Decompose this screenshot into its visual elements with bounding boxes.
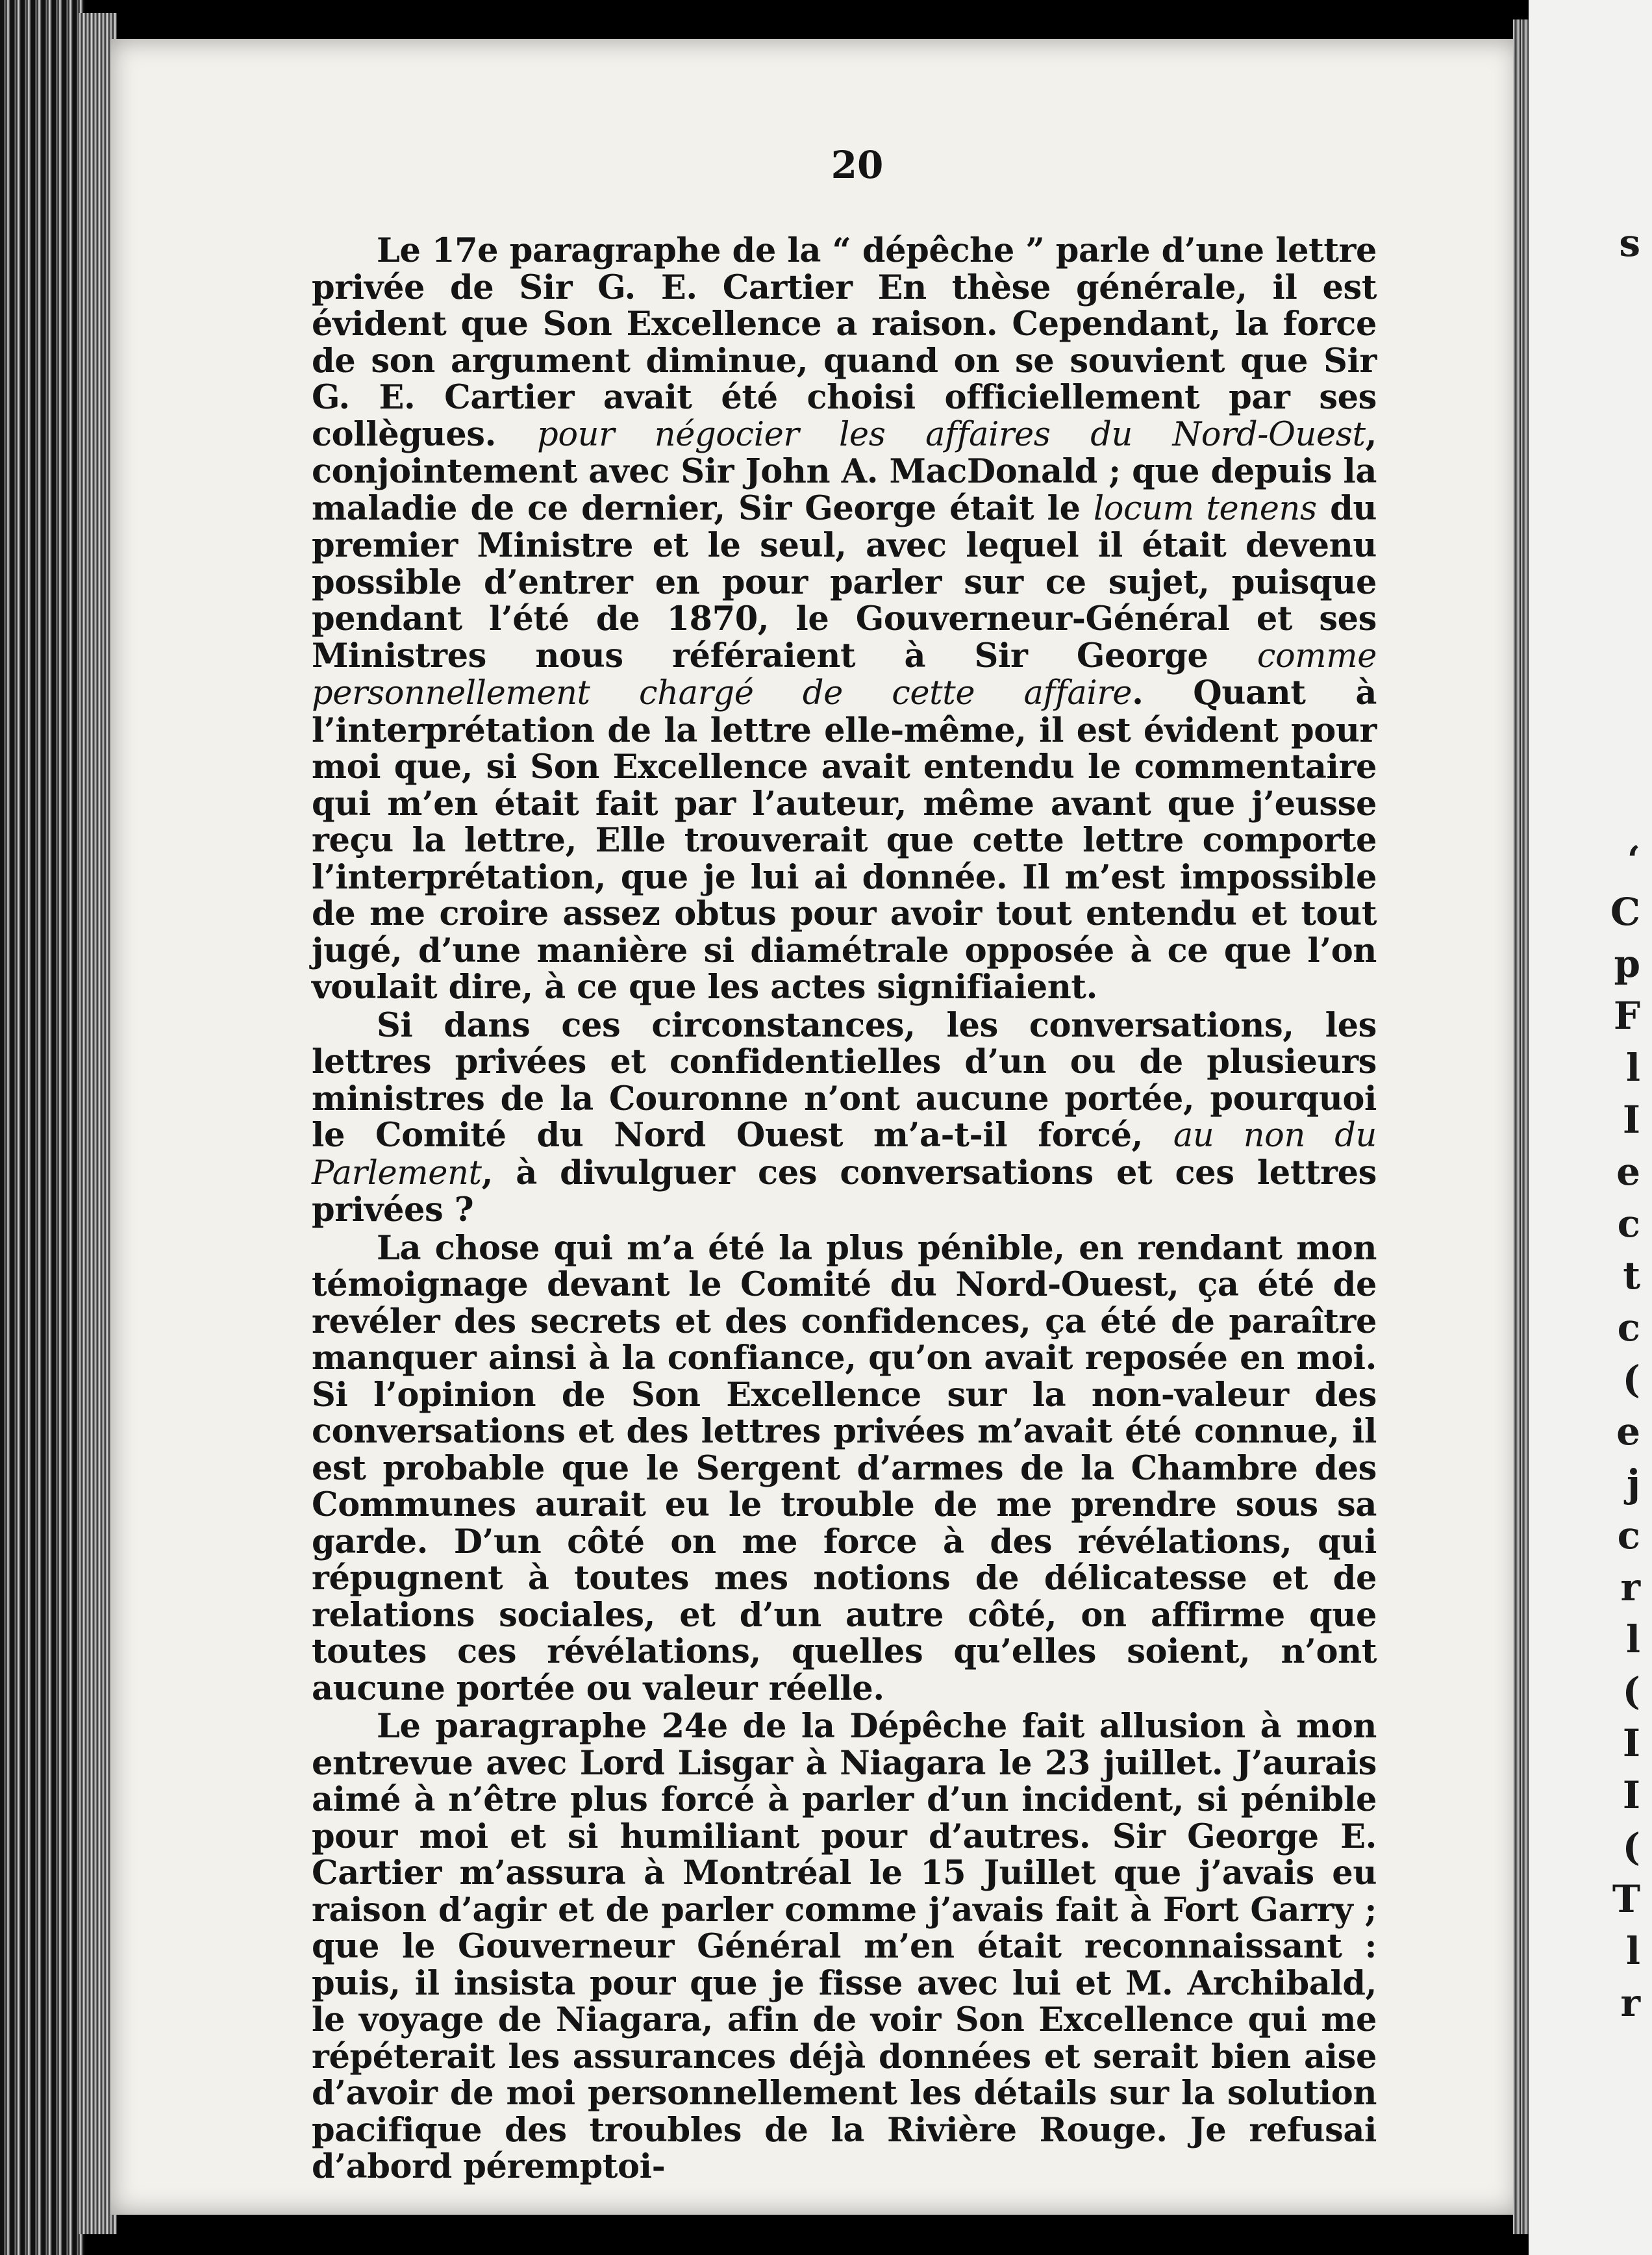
adjacent-page-fragment: r: [1620, 1981, 1640, 2025]
adjacent-page-fragment: (: [1622, 1669, 1640, 1713]
book-binding: [0, 0, 84, 2255]
paragraph: [312, 1708, 1377, 2186]
adjacent-page-fragment: F: [1613, 994, 1640, 1038]
adjacent-page-fragment: s: [1619, 221, 1640, 265]
text-run: . Quant à l’interprétation de la lettre elle-même, il est évident pour moi que, si Son Excellence avait entendu le commentaire qui m’en était fait par l’auteur, même avant que j’eusse reçu la lettre, Elle trouverait que cette lettre comporte l’interprétation, que je lui ai donnée. Il m’est impossible de me croire assez obtus pour avoir tout entendu et tout jugé, d’une manière si diamétrale opposée à ce que l’on voulait dire, à ce que les actes signifiaient.: [312, 674, 1377, 1007]
body-text: [312, 233, 1377, 2186]
adjacent-page-fragment: ‘: [1627, 838, 1640, 882]
adjacent-page-fragment: (: [1622, 1825, 1640, 1869]
paragraph: [312, 1230, 1377, 1707]
adjacent-page-fragment: c: [1617, 1202, 1640, 1246]
adjacent-page-fragment: e: [1616, 1409, 1640, 1454]
italic-run: pour négocier les affaires du Nord-Ouest: [537, 415, 1366, 454]
adjacent-page-fragment: e: [1616, 1150, 1640, 1194]
adjacent-page-fragment: T: [1612, 1877, 1640, 1921]
adjacent-page-fragment: j: [1627, 1461, 1640, 1505]
adjacent-page-fragment: I: [1622, 1098, 1640, 1142]
adjacent-page-fragment: I: [1622, 1773, 1640, 1817]
page-gutter: [1513, 19, 1529, 2234]
italic-run: comme personnellement chargé de cette affaire: [312, 636, 1377, 712]
paragraph: [312, 233, 1377, 1006]
text-run: , conjointement avec Sir John A. MacDonald ; que depuis la maladie de ce dernier, Sir George était le: [312, 414, 1377, 528]
italic-run: au non du Parlement: [312, 1116, 1377, 1192]
adjacent-page-fragment: (: [1622, 1357, 1640, 1402]
adjacent-page-fragment: t: [1623, 1253, 1640, 1298]
adjacent-page-fragment: r: [1620, 1565, 1640, 1609]
page-content: [312, 143, 1377, 2186]
text-run: , à divulguer ces conversations et ces lettres privées ?: [312, 1153, 1377, 1229]
adjacent-page-fragment: l: [1625, 1617, 1640, 1661]
paragraph: [312, 1007, 1377, 1229]
adjacent-page-fragment: C: [1610, 890, 1640, 934]
page-number: 20: [831, 143, 884, 187]
text-run: Le 17e paragraphe de la “ dépêche ” parle d’une lettre privée de Sir G. E. Cartier En thèse générale, il est évident que Son Excellence a raison. Cependant, la force de son argument diminue, quand on se souvient que Sir G. E. Cartier avait été choisi officiellement par ses collègues.: [312, 231, 1377, 454]
italic-run: locum tenens: [1093, 489, 1317, 528]
text-run: La chose qui m’a été la plus pénible, en rendant mon témoignage devant le Comité du Nord-Ouest, ça été de revéler des secrets et des confidences, ça été de paraître manquer ainsi à la confiance, qu’on avait reposée en moi. Si l’opinion de Son Excellence sur la non-valeur des conversations et des lettres privées m’avait été connue, il est probable que le Sergent d’armes de la Chambre des Communes aurait eu le trouble de me prendre sous sa garde. D’un côté on me force à des révélations, qui répugnent à toutes mes notions de délicatesse et de relations sociales, et d’un autre côté, on affirme que toutes ces révélations, quelles qu’elles soient, n’ont aucune portée ou valeur réelle.: [312, 1228, 1377, 1708]
text-run: Si dans ces circonstances, les conversations, les lettres privées et confidentielles d’un ou de plusieurs ministres de la Couronne n’ont aucune portée, pourquoi le Comité du Nord Ouest m’a-t-il forcé,: [312, 1005, 1377, 1155]
adjacent-page-fragment: p: [1614, 942, 1640, 986]
adjacent-page-fragment: l: [1625, 1046, 1640, 1090]
adjacent-page-fragment: c: [1617, 1305, 1640, 1350]
text-run: du premier Ministre et le seul, avec lequel il était devenu possible d’entrer en pour parler sur ce sujet, puisque pendant l’été de 1870, le Gouverneur-Général et ses Ministres nous référaient à Sir George: [312, 488, 1377, 675]
adjacent-page-fragment: I: [1622, 1721, 1640, 1765]
adjacent-page-fragment: l: [1625, 1929, 1640, 1973]
adjacent-page-fragment: c: [1617, 1513, 1640, 1557]
adjacent-page: [1529, 0, 1652, 2255]
text-run: Le paragraphe 24e de la Dépêche fait allusion à mon entrevue avec Lord Lisgar à Niagara le 23 juillet. J’aurais aimé à n’être plus forcé à parler d’un incident, si pénible pour moi et si humiliant pour d’autres. Sir George E. Cartier m’assura à Montréal le 15 Juillet que j’avais eu raison d’agir et de parler comme j’avais fait à Fort Garry ; que le Gouverneur Général m’en était reconnaissant : puis, il insista pour que je fisse avec lui et M. Archibald, le voyage de Niagara, afin de voir Son Excellence qui me répéterait les assurances déjà données et serait bien aise d’avoir de moi personnellement les détails sur la solution pacifique des troubles de la Rivière Rouge. Je refusai d’abord péremptoi-: [312, 1707, 1377, 2186]
